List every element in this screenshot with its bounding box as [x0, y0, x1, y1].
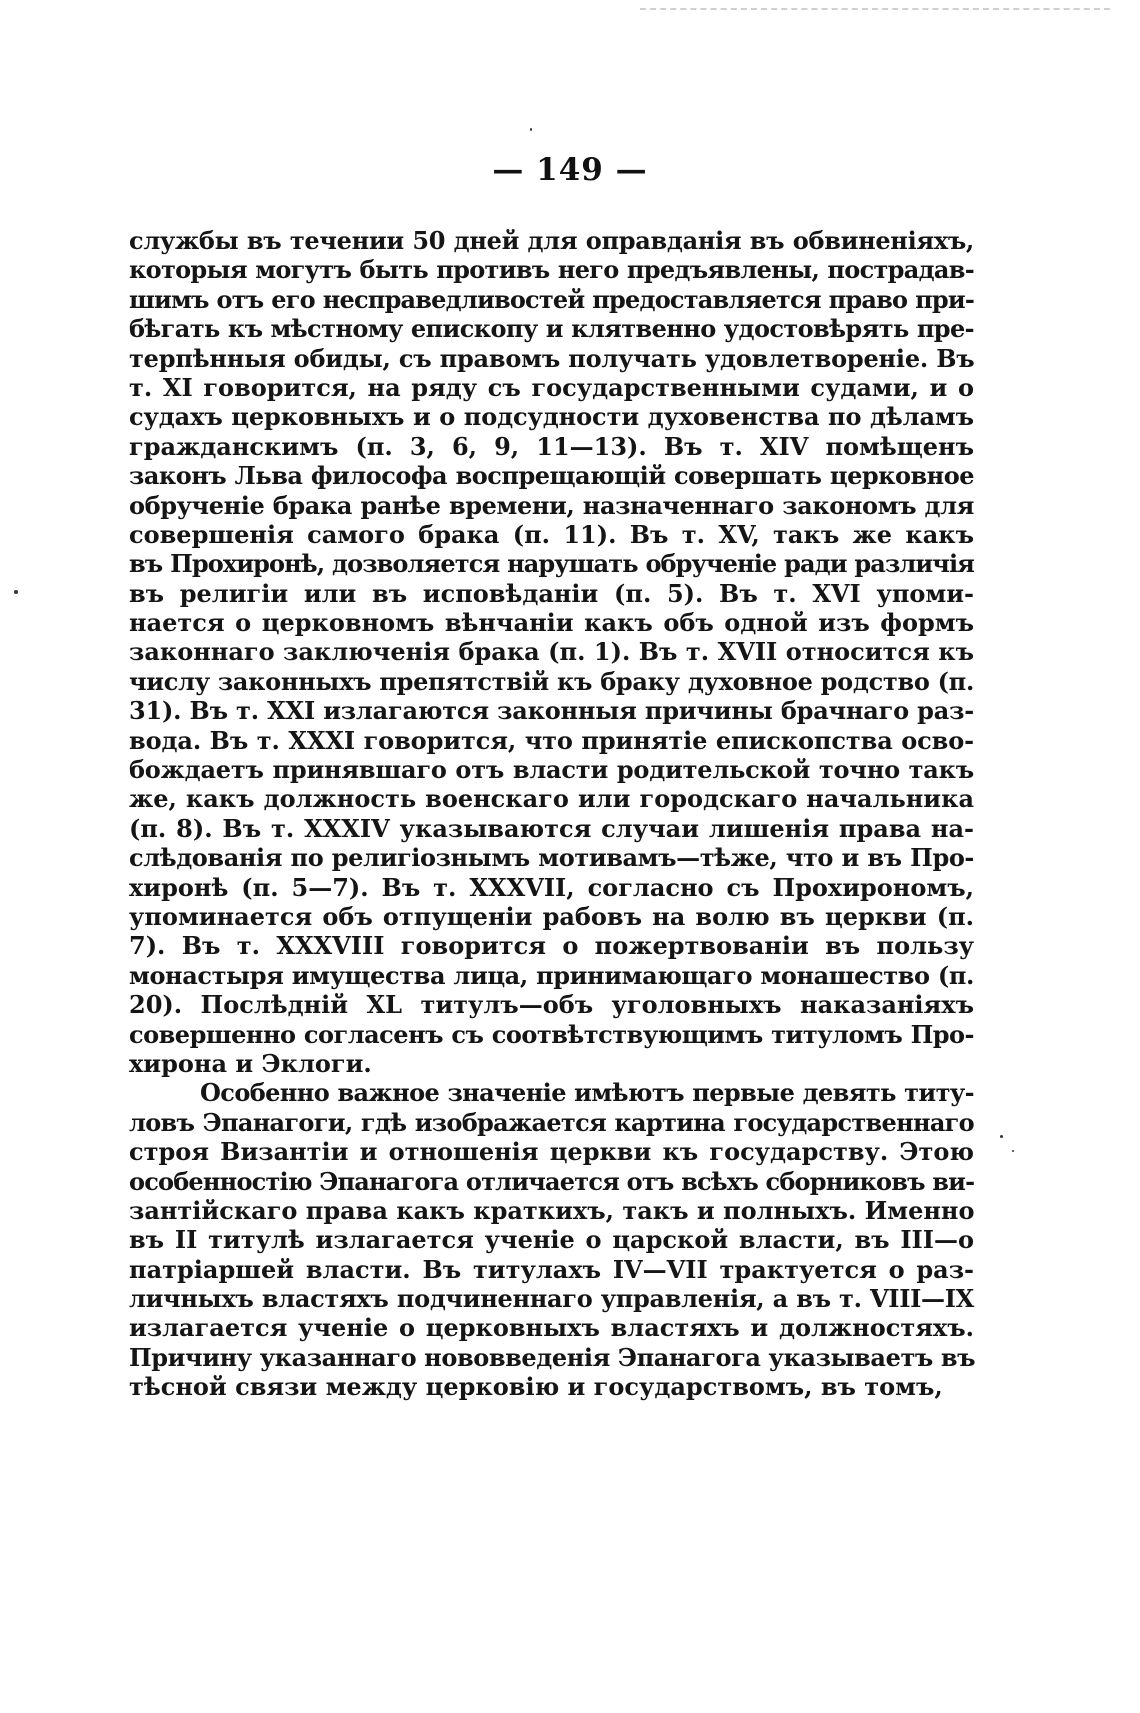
scan-speck [1000, 1135, 1003, 1138]
text-line: слѣдованія по религіознымъ мотивамъ—тѣже, что и въ Про- [129, 843, 974, 873]
text-line: числу законныхъ препятствій къ браку духовное родство (п. [129, 666, 974, 696]
text-line: шимъ отъ его несправедливостей предоставляется право при- [129, 284, 974, 314]
text-line: службы въ течении 50 дней для оправданія въ обвиненіяхъ, [129, 226, 974, 255]
text-line: обрученіе брака ранѣе времени, назначеннаго закономъ для [129, 490, 974, 520]
text-line: гражданскимъ (п. 3, 6, 9, 11—13). Въ т. XIV помѣщенъ [129, 431, 974, 461]
top-edge-rule [640, 8, 1110, 10]
text-line: строя Византіи и отношенія церкви къ государству. Этою [129, 1137, 974, 1167]
text-line: вода. Въ т. XXXI говорится, что принятіе епископства осво- [129, 725, 974, 755]
text-line: зантійскаго права какъ краткихъ, такъ и полныхъ. Именно [129, 1195, 975, 1225]
page-number: — 149 — [492, 152, 648, 188]
text-line: совершенно согласенъ съ соотвѣтствующимъ титуломъ Про- [129, 1019, 974, 1049]
scan-speck [14, 590, 18, 594]
text-line: (п. 8). Въ т. XXXIV указываются случаи лишенія права на- [129, 813, 974, 843]
text-line: которыя могутъ быть противъ него предъявлены, пострадав- [129, 255, 974, 285]
scan-speck [530, 128, 532, 131]
text-line: терпѣнныя обиды, съ правомъ получать удовлетвореніе. Въ [129, 343, 975, 373]
text-line: упоминается объ отпущеніи рабовъ на волю въ церкви (п. [129, 901, 974, 931]
text-line: 7). Въ т. XXXVIII говорится о пожертвованіи въ пользу [129, 931, 974, 961]
text-line: т. XI говорится, на ряду съ государственными судами, и о [129, 372, 974, 402]
text-line: особенностію Эпанагога отличается отъ всѣхъ сборниковъ ви- [129, 1166, 975, 1196]
text-line: хирона и Эклоги. [129, 1048, 372, 1078]
text-line: излагается ученіе о церковныхъ властяхъ и должностяхъ. [129, 1313, 974, 1343]
text-line: въ II титулѣ излагается ученіе о царской власти, въ III—о [129, 1225, 974, 1255]
scan-speck [1012, 1150, 1014, 1152]
text-line: въ Прохиронѣ, дозволяется нарушать обрученіе ради различія [129, 549, 974, 579]
text-line: 20). Послѣдній XL титулъ—объ уголовныхъ наказаніяхъ [129, 990, 974, 1020]
text-line: нается о церковномъ вѣнчаніи какъ объ одной изъ формъ [129, 608, 974, 638]
text-line: ловъ Эпанагоги, гдѣ изображается картина государственнаго [129, 1107, 974, 1137]
text-line: Особенно важное значеніе имѣютъ первые девять титу- [200, 1078, 974, 1108]
text-line: бождаетъ принявшаго отъ власти родительской точно такъ [129, 755, 974, 785]
body-text [129, 226, 974, 1402]
text-line: монастыря имущества лица, принимающаго монашество (п. [129, 960, 974, 990]
text-line: личныхъ властяхъ подчиненнаго управленія, а въ т. VIII—IX [129, 1284, 974, 1314]
text-line: законъ Льва философа воспрещающій совершать церковное [129, 461, 974, 491]
text-line: законнаго заключенія брака (п. 1). Въ т. XVII относится къ [129, 637, 974, 667]
text-line: патріаршей власти. Въ титулахъ IV—VII трактуется о раз- [129, 1254, 974, 1284]
text-line: бѣгать къ мѣстному епископу и клятвенно удостовѣрять пре- [129, 314, 974, 344]
text-line: 31). Въ т. XXI излагаются законныя причины брачнаго раз- [129, 696, 974, 726]
text-line: судахъ церковныхъ и о подсудности духовенства по дѣламъ [129, 402, 974, 432]
text-line: же, какъ должность военскаго или городскаго начальника [129, 784, 974, 814]
paragraph [129, 226, 974, 1078]
text-line: тѣсной связи между церковію и государствомъ, въ томъ, [129, 1372, 943, 1402]
paragraph [129, 1078, 974, 1401]
text-line: въ религіи или въ исповѣданіи (п. 5). Въ т. XVI упоми- [129, 578, 974, 608]
text-line: Причину указаннаго нововведенія Эпанагога указываетъ въ [129, 1342, 976, 1372]
text-line: хиронѣ (п. 5—7). Въ т. XXXVII, согласно съ Прохирономъ, [129, 872, 974, 902]
text-line: совершенія самого брака (п. 11). Въ т. XV, такъ же какъ [129, 519, 974, 549]
